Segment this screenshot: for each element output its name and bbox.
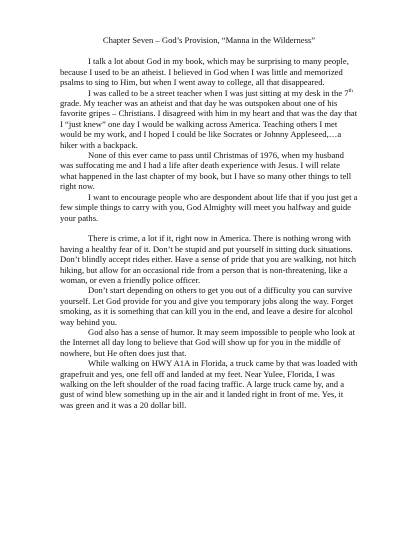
paragraph-5: There is crime, a lot if it, right now in America. There is nothing wrong with having a healthy fear of it. Don’t be stupid and put yourself in sitting duck situations. Don’t blindly accept rides either. Have a sense of pride that you are walking, not hitch hiking, but allow for an occasional ride from a person that is non-threatening, like a woman, or even a friendly police officer.	[60, 233, 356, 285]
paragraph-3: None of this ever came to pass until Christmas of 1976, when my husband was suffocating me and I had a life after death experience with Jesus. I will relate what happened in the last chapter of my book, but I have so many other things to tell right now.	[60, 150, 352, 192]
document-body	[60, 35, 358, 410]
chapter-title: Chapter Seven – God’s Provision, “Manna in the Wilderness”	[102, 35, 316, 45]
paragraph-1: I talk a lot about God in my book, which may be surprising to many people, because I used to be an atheist. I believed in God when I was little and memorized psalms to sing to Him, but when I went away to college, all that disappeared.	[60, 56, 349, 88]
paragraph-2-part-2: grade. My teacher was an atheist and that day he was outspoken about one of his favorite gripes – Christians. I disagreed with him in my heart and that was the day that I “just knew” one day I would be walking across America. Teaching others I met would be my work, and I hoped I could be like Socrates or Johnny Appleseed,…a hiker with a backpack.	[60, 98, 358, 150]
paragraph-2-part-1: I was called to be a street teacher when I was just sitting at my desk in the 7	[88, 87, 349, 98]
ordinal-superscript: th	[348, 87, 353, 94]
paragraph-8: While walking on HWY A1A in Florida, a truck came by that was loaded with grapefruit and yes, one fell off and landed at my feet. Near Yulee, Florida, I was walking on the left shoulder of the road facing traffic. A large truck came by, and a gust of wind blew something up in the air and it landed right in front of me. Yes, it was green and it was a 20 dollar bill.	[60, 358, 358, 410]
paragraph-4: I want to encourage people who are despondent about life that if you just get a few simple things to carry with you, God Almighty will meet you halfway and guide your paths.	[60, 191, 358, 223]
paragraph-2	[60, 88, 358, 150]
paragraph-7: God also has a sense of humor. It may seem impossible to people who look at the Internet all day long to believe that God will show up for you in the middle of nowhere, but He often does just that.	[60, 326, 355, 358]
paragraph-spacer	[60, 223, 358, 233]
paragraph-6: Don’t start depending on others to get you out of a difficulty you can survive yourself. Let God provide for you and give you temporary jobs along the way. Forget smoking, as it is something that can kill you in the end, and leave a desire for alcohol way behind you.	[60, 285, 354, 327]
